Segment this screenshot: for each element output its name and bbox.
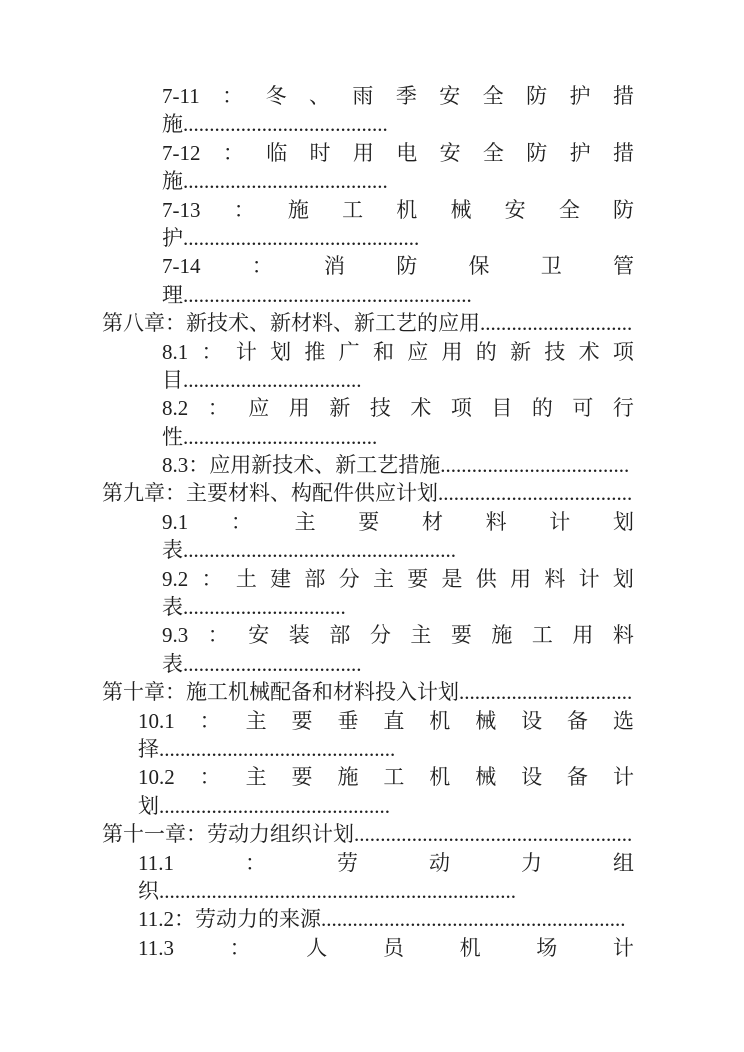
- toc-entry-10-2-line2: 划............................................: [138, 793, 390, 818]
- toc-entry-9-1-line1-token: 划: [612, 509, 634, 534]
- toc-entry-7-11-line1-token: 措: [612, 84, 634, 108]
- toc-entry-7-13-line1: [162, 196, 634, 224]
- toc-entry-9-2-line1-token: 计: [578, 566, 600, 591]
- toc-entry-11-1-line2: 织....................................................................: [138, 878, 516, 903]
- toc-entry-8-1-line1-token: 应: [407, 339, 429, 364]
- toc-entry-7-13-line1-token: 械: [450, 197, 472, 222]
- toc-entry-7-11-line1-token: 、: [308, 84, 330, 108]
- toc-entry-9-2-line1-token: 部: [304, 566, 326, 591]
- toc-entry-7-12-line1: [162, 139, 634, 167]
- toc-entry-11-3-line1-token: 员: [382, 935, 404, 960]
- toc-entry-9-3-line1-token: ：: [207, 623, 229, 648]
- toc-entry-7-12-line1-token: 安: [439, 140, 461, 165]
- toc-entry-10-1-line1: [138, 707, 634, 735]
- toc-entry-10-2-line1-token: 主: [245, 765, 267, 790]
- toc-entry-11-3-line1-token: 11.3: [138, 935, 174, 960]
- toc-entry-9-1-line1-token: 主: [294, 509, 316, 534]
- toc-entry-10-1-line1-token: 备: [567, 708, 589, 733]
- toc-entry-11-1-line1-token: 力: [520, 850, 542, 875]
- toc-entry-10-1-line1-token: 选: [612, 708, 634, 733]
- toc-entry-9-1-line1-token: 材: [421, 509, 443, 534]
- toc-entry-7-11-line1-token: 7-11: [162, 84, 200, 108]
- toc-entry-7-14-line1-token: ：: [251, 254, 273, 279]
- toc-entry-9-2-line1-token: 主: [372, 566, 394, 591]
- toc-entry-11-3-line1: [138, 934, 634, 962]
- toc-entry-10-1-line1-token: 直: [383, 708, 405, 733]
- toc-entry-8-2-line1-token: 技: [369, 396, 391, 421]
- toc-entry-10-1-line1-token: ：: [199, 708, 221, 733]
- toc-entry-7-13-line1-token: 施: [287, 197, 309, 222]
- toc-entry-9-1-line1: [162, 508, 634, 536]
- toc-entry-7-14-line2: 理.......................................................: [162, 282, 472, 307]
- toc-chapter-8: 第八章：新技术、新材料、新工艺的应用.............................: [102, 311, 633, 336]
- toc-entry-9-2-line1-token: 分: [338, 566, 360, 591]
- toc-entry-7-11-line1-token: 安: [439, 84, 461, 108]
- toc-entry-7-11-line1-token: 防: [526, 84, 548, 108]
- toc-entry-8-1-line1-token: 推: [304, 339, 326, 364]
- toc-entry-9-3-line1-token: 安: [248, 623, 270, 648]
- toc-entry-7-11-line1: [162, 82, 634, 110]
- toc-entry-7-13-line1-token: ：: [233, 197, 255, 222]
- toc-entry-8-2-line1-token: 8.2: [162, 396, 189, 421]
- toc-entry-9-2-line1-token: 划: [612, 566, 634, 591]
- toc-entry-9-3-line1-token: 9.3: [162, 623, 189, 648]
- toc-entry-9-2-line1-token: ：: [201, 566, 223, 591]
- toc-entry-11-1-line1-token: 劳: [336, 850, 358, 875]
- toc-entry-7-12-line1-token: 护: [569, 140, 591, 165]
- toc-entry-10-1-line1-token: 垂: [337, 708, 359, 733]
- toc-entry-9-2-line1-token: 建: [270, 566, 292, 591]
- toc-entry-7-13-line1-token: 安: [504, 197, 526, 222]
- toc-entry-8-2-line1-token: 行: [612, 396, 634, 421]
- toc-entry-7-12-line2: 施.......................................: [162, 169, 388, 194]
- toc-entry-11-3-line1-token: 场: [536, 935, 558, 960]
- toc-entry-8-2-line1-token: 目: [491, 396, 513, 421]
- toc-entry-10-2-line1-token: 机: [429, 765, 451, 790]
- toc-entry-9-2-line1-token: 9.2: [162, 566, 189, 591]
- toc-entry-9-3-line1-token: 主: [410, 623, 432, 648]
- toc-entry-10-2-line1-token: 工: [383, 765, 405, 790]
- toc-entry-9-3-line1-token: 部: [329, 623, 351, 648]
- toc-entry-7-11-line1-token: 雨: [352, 84, 374, 108]
- toc-entry-11-3-line1-token: 机: [459, 935, 481, 960]
- toc-entry-7-14-line1-token: 消: [324, 254, 345, 279]
- toc-entry-9-2-line1-token: 供: [475, 566, 497, 591]
- toc-entry-10-1-line1-token: 10.1: [138, 708, 175, 733]
- toc-chapter-10: 第十章：施工机械配备和材料投入计划.................................: [102, 680, 633, 705]
- toc-entry-7-14-line1-token: 保: [468, 254, 490, 279]
- toc-entry-7-11-line1-token: 护: [569, 84, 591, 108]
- toc-entry-7-12-line1-token: 防: [526, 140, 548, 165]
- toc-entry-9-3-line1-token: 装: [288, 623, 310, 648]
- toc-entry-7-13-line1-token: 防: [613, 197, 634, 222]
- toc-entry-9-2-line1-token: 是: [441, 566, 463, 591]
- toc-entry-9-1-line1-token: 料: [485, 509, 507, 534]
- toc-entry-8-2-line1-token: 可: [572, 396, 594, 421]
- toc-entry-10-2-line1-token: ：: [199, 765, 221, 790]
- toc-entry-9-3-line1-token: 施: [491, 623, 513, 648]
- toc-entry-9-2-line2: 表...............................: [162, 595, 346, 620]
- toc-entry-10-1-line1-token: 设: [521, 708, 543, 733]
- toc-entry-11-1-line1: [138, 849, 634, 877]
- toc-entry-9-2-line1-token: 土: [235, 566, 257, 591]
- toc-entry-10-2-line1-token: 设: [521, 765, 543, 790]
- toc-entry-10-1-line1-token: 要: [291, 708, 313, 733]
- toc-entry-7-11-line1-token: 全: [482, 84, 504, 108]
- toc-entry-7-13-line1-token: 全: [558, 197, 580, 222]
- toc-entry-7-13-line1-token: 7-13: [162, 197, 201, 222]
- toc-entry-7-14-line1-token: 管: [613, 254, 634, 279]
- toc-entry-8-1-line1-token: 广: [338, 339, 360, 364]
- toc-entry-9-3-line1-token: 用: [572, 623, 594, 648]
- toc-entry-8-2-line1-token: ：: [207, 396, 229, 421]
- toc-entry-7-11-line2: 施.......................................: [162, 112, 388, 137]
- toc-entry-7-12-line1-token: 措: [612, 140, 634, 165]
- toc-entry-7-13-line1-token: 机: [396, 197, 418, 222]
- toc-entry-8-2-line1-token: 项: [450, 396, 472, 421]
- toc-entry-7-14-line1-token: 防: [396, 254, 418, 279]
- toc-entry-9-2-line1-token: 用: [510, 566, 532, 591]
- toc-entry-9-1-line1-token: 要: [358, 509, 380, 534]
- toc-entry-7-12-line1-token: 电: [396, 140, 418, 165]
- toc-entry-10-2-line1-token: 10.2: [138, 765, 175, 790]
- toc-entry-11-1-line1-token: ：: [244, 850, 266, 875]
- toc-entry-8-2-line1: [162, 394, 634, 422]
- toc-chapter-11: 第十一章：劳动力组织计划.....................................................: [102, 822, 633, 847]
- toc-entry-8-1-line1: [162, 338, 634, 366]
- toc-entry-8-2-line2: 性.....................................: [162, 424, 378, 449]
- toc-entry-9-3-line1-token: 分: [369, 623, 391, 648]
- toc-entry-8-1-line1-token: 和: [372, 339, 394, 364]
- toc-entry-8-1-line1-token: 新: [510, 339, 532, 364]
- toc-entry-7-13-line2: 护.............................................: [162, 225, 420, 250]
- toc-entry-9-3-line1-token: 工: [531, 623, 553, 648]
- toc-entry-9-2-line1-token: 要: [407, 566, 429, 591]
- toc-entry-8-1-line2: 目..................................: [162, 367, 362, 392]
- toc-entry-8-2-line1-token: 用: [288, 396, 310, 421]
- toc-entry-8-2-line1-token: 应: [248, 396, 270, 421]
- table-of-contents: [102, 82, 634, 962]
- toc-entry-10-2-line1-token: 械: [475, 765, 497, 790]
- toc-entry-11-3-line1-token: 计: [612, 935, 634, 960]
- toc-entry-11-1-line1-token: 动: [428, 850, 450, 875]
- toc-entry-7-11-line1-token: 冬: [265, 84, 287, 108]
- toc-entry-9-2-line1-token: 料: [544, 566, 566, 591]
- toc-entry-7-13-line1-token: 工: [342, 197, 364, 222]
- toc-entry-10-2-line1-token: 要: [291, 765, 313, 790]
- toc-entry-8-1-line1-token: 划: [270, 339, 292, 364]
- toc-entry-9-1-line1-token: 计: [549, 509, 571, 534]
- toc-entry-8-1-line1-token: 技: [544, 339, 566, 364]
- toc-entry-9-1-line1-token: 9.1: [162, 509, 189, 534]
- toc-entry-10-2-line1-token: 计: [612, 765, 634, 790]
- toc-entry-9-1-line1-token: ：: [230, 509, 252, 534]
- toc-entry-7-12-line1-token: ：: [222, 140, 244, 165]
- toc-entry-10-2-line1-token: 备: [567, 765, 589, 790]
- toc-entry-10-1-line2: 择.............................................: [138, 736, 396, 761]
- toc-entry-11-1-line1-token: 组: [612, 850, 634, 875]
- toc-entry-11-3-line1-token: ：: [229, 935, 251, 960]
- toc-entry-8-2-line1-token: 的: [531, 396, 553, 421]
- toc-entry-7-12-line1-token: 用: [352, 140, 374, 165]
- toc-entry-8-1-line1-token: 计: [235, 339, 257, 364]
- toc-entry-11-1-line1-token: 11.1: [138, 850, 174, 875]
- toc-entry-9-1-line2: 表....................................................: [162, 538, 456, 563]
- toc-entry-7-14-line1: [162, 252, 634, 280]
- toc-entry-9-3-line1-token: 料: [612, 623, 634, 648]
- toc-entry-9-3-line1: [162, 621, 634, 649]
- toc-entry-7-11-line1-token: ：: [222, 84, 244, 108]
- toc-entry-11-3-line1-token: 人: [306, 935, 328, 960]
- toc-entry-7-12-line1-token: 时: [309, 140, 331, 165]
- toc-entry-7-12-line1-token: 7-12: [162, 140, 201, 165]
- toc-entry-9-2-line1: [162, 565, 634, 593]
- toc-entry-9-3-line1-token: 要: [450, 623, 472, 648]
- toc-entry-8-2-line1-token: 术: [410, 396, 432, 421]
- toc-entry-9-3-line2: 表..................................: [162, 651, 362, 676]
- toc-entry-8-1-line1-token: 用: [441, 339, 463, 364]
- toc-entry-8-1-line1-token: 8.1: [162, 339, 189, 364]
- toc-entry-10-1-line1-token: 机: [429, 708, 451, 733]
- toc-entry-8-3: 8.3：应用新技术、新工艺措施....................................: [162, 453, 630, 478]
- toc-entry-7-14-line1-token: 卫: [540, 254, 562, 279]
- toc-entry-10-1-line1-token: 主: [245, 708, 267, 733]
- toc-entry-8-1-line1-token: ：: [201, 339, 223, 364]
- toc-entry-8-1-line1-token: 术: [578, 339, 600, 364]
- toc-entry-8-1-line1-token: 的: [475, 339, 497, 364]
- toc-entry-7-14-line1-token: 7-14: [162, 254, 201, 279]
- toc-entry-7-11-line1-token: 季: [395, 84, 417, 108]
- toc-entry-7-12-line1-token: 临: [266, 140, 288, 165]
- toc-entry-10-2-line1-token: 施: [337, 765, 359, 790]
- toc-entry-10-1-line1-token: 械: [475, 708, 497, 733]
- toc-entry-10-2-line1: [138, 763, 634, 791]
- toc-entry-8-1-line1-token: 项: [612, 339, 634, 364]
- toc-chapter-9: 第九章：主要材料、构配件供应计划.....................................: [102, 481, 633, 506]
- toc-entry-8-2-line1-token: 新: [329, 396, 351, 421]
- toc-entry-7-12-line1-token: 全: [482, 140, 504, 165]
- toc-entry-11-2: 11.2：劳动力的来源..........................................................: [138, 907, 626, 932]
